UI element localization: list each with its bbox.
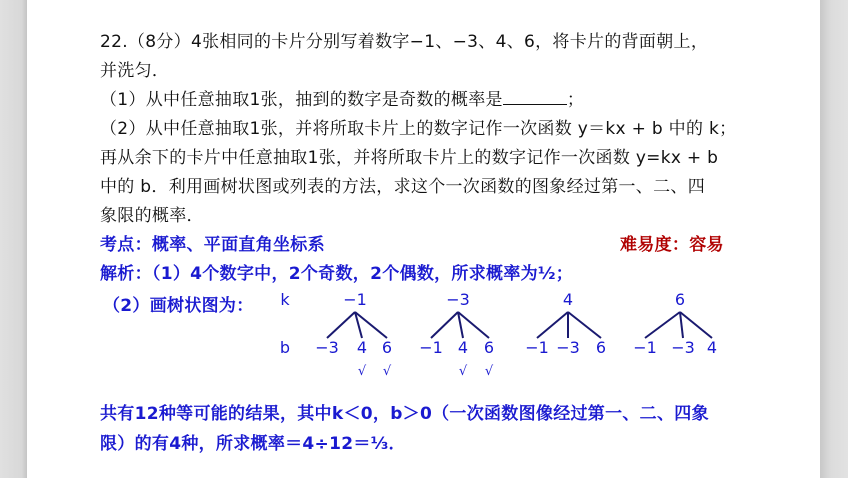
tree-root-node: 4 xyxy=(562,290,574,309)
question-line-1: 22.（8分）4张相同的卡片分别写着数字−1、−3、4、6，将卡片的背面朝上， xyxy=(100,32,709,52)
tree-leaf-node: −3 xyxy=(556,338,580,357)
tree-leaf-node: 4 xyxy=(706,338,718,357)
tree-leaf-node: 6 xyxy=(381,338,393,357)
tree-leaf-node: 6 xyxy=(483,338,495,357)
tree-branch-line xyxy=(568,312,601,338)
tree-branch-line xyxy=(355,312,387,338)
tree-branch-line xyxy=(431,312,458,338)
question-part-2-line-4: 象限的概率． xyxy=(100,206,204,226)
tree-leaf-node: −1 xyxy=(419,338,443,357)
question-part-2-line-1: （2）从中任意抽取1张，并将所取卡片上的数字记作一次函数 y＝kx + b 中的 k； xyxy=(100,119,737,139)
tree-root-node: −1 xyxy=(343,290,367,309)
tree-leaf-node: −3 xyxy=(315,338,339,357)
question-part-2-line-3: 中的 b．利用画树状图或列表的方法，求这个一次函数的图象经过第一、二、四 xyxy=(100,177,705,197)
tree-branch-line xyxy=(327,312,355,338)
solution-1: 解析：（1）4个数字中，2个奇数，2个偶数，所求概率为½； xyxy=(100,264,574,284)
part1-text: （1）从中任意抽取1张，抽到的数字是奇数的概率是 xyxy=(100,90,503,110)
tree-branch-line xyxy=(680,312,683,338)
difficulty: 难易度：容易 xyxy=(620,235,724,255)
tree-root-node: 6 xyxy=(674,290,686,309)
question-line-2: 并洗匀． xyxy=(100,61,170,81)
tree-leaf-node: −1 xyxy=(525,338,549,357)
check-mark-icon: √ xyxy=(458,364,468,379)
conclusion-line-1: 共有12种等可能的结果，其中k＜0，b＞0（一次函数图像经过第一、二、四象 xyxy=(100,404,709,424)
tree-branch-line xyxy=(645,312,680,338)
check-mark-icon: √ xyxy=(382,364,392,379)
part1-suffix: ； xyxy=(566,90,585,110)
solution-2-label: （2）画树状图为： xyxy=(103,296,254,316)
tree-leaf-node: 4 xyxy=(356,338,368,357)
topic: 考点：概率、平面直角坐标系 xyxy=(100,235,325,255)
tree-leaf-node: 4 xyxy=(457,338,469,357)
tree-root-node: −3 xyxy=(446,290,470,309)
tree-branch-line xyxy=(537,312,568,338)
tree-leaf-node: 6 xyxy=(595,338,607,357)
b-label: b xyxy=(279,338,291,357)
tree-leaf-node: −3 xyxy=(671,338,695,357)
k-label: k xyxy=(280,290,290,309)
tree-leaf-node: −1 xyxy=(633,338,657,357)
conclusion-line-2: 限）的有4种，所求概率＝4÷12＝⅓． xyxy=(100,434,406,454)
tree-branch-line xyxy=(680,312,712,338)
question-part-2-line-2: 再从余下的卡片中任意抽取1张，并将所取卡片上的数字记作一次函数 y=kx + b xyxy=(100,148,719,168)
check-mark-icon: √ xyxy=(357,364,367,379)
check-mark-icon: √ xyxy=(484,364,494,379)
